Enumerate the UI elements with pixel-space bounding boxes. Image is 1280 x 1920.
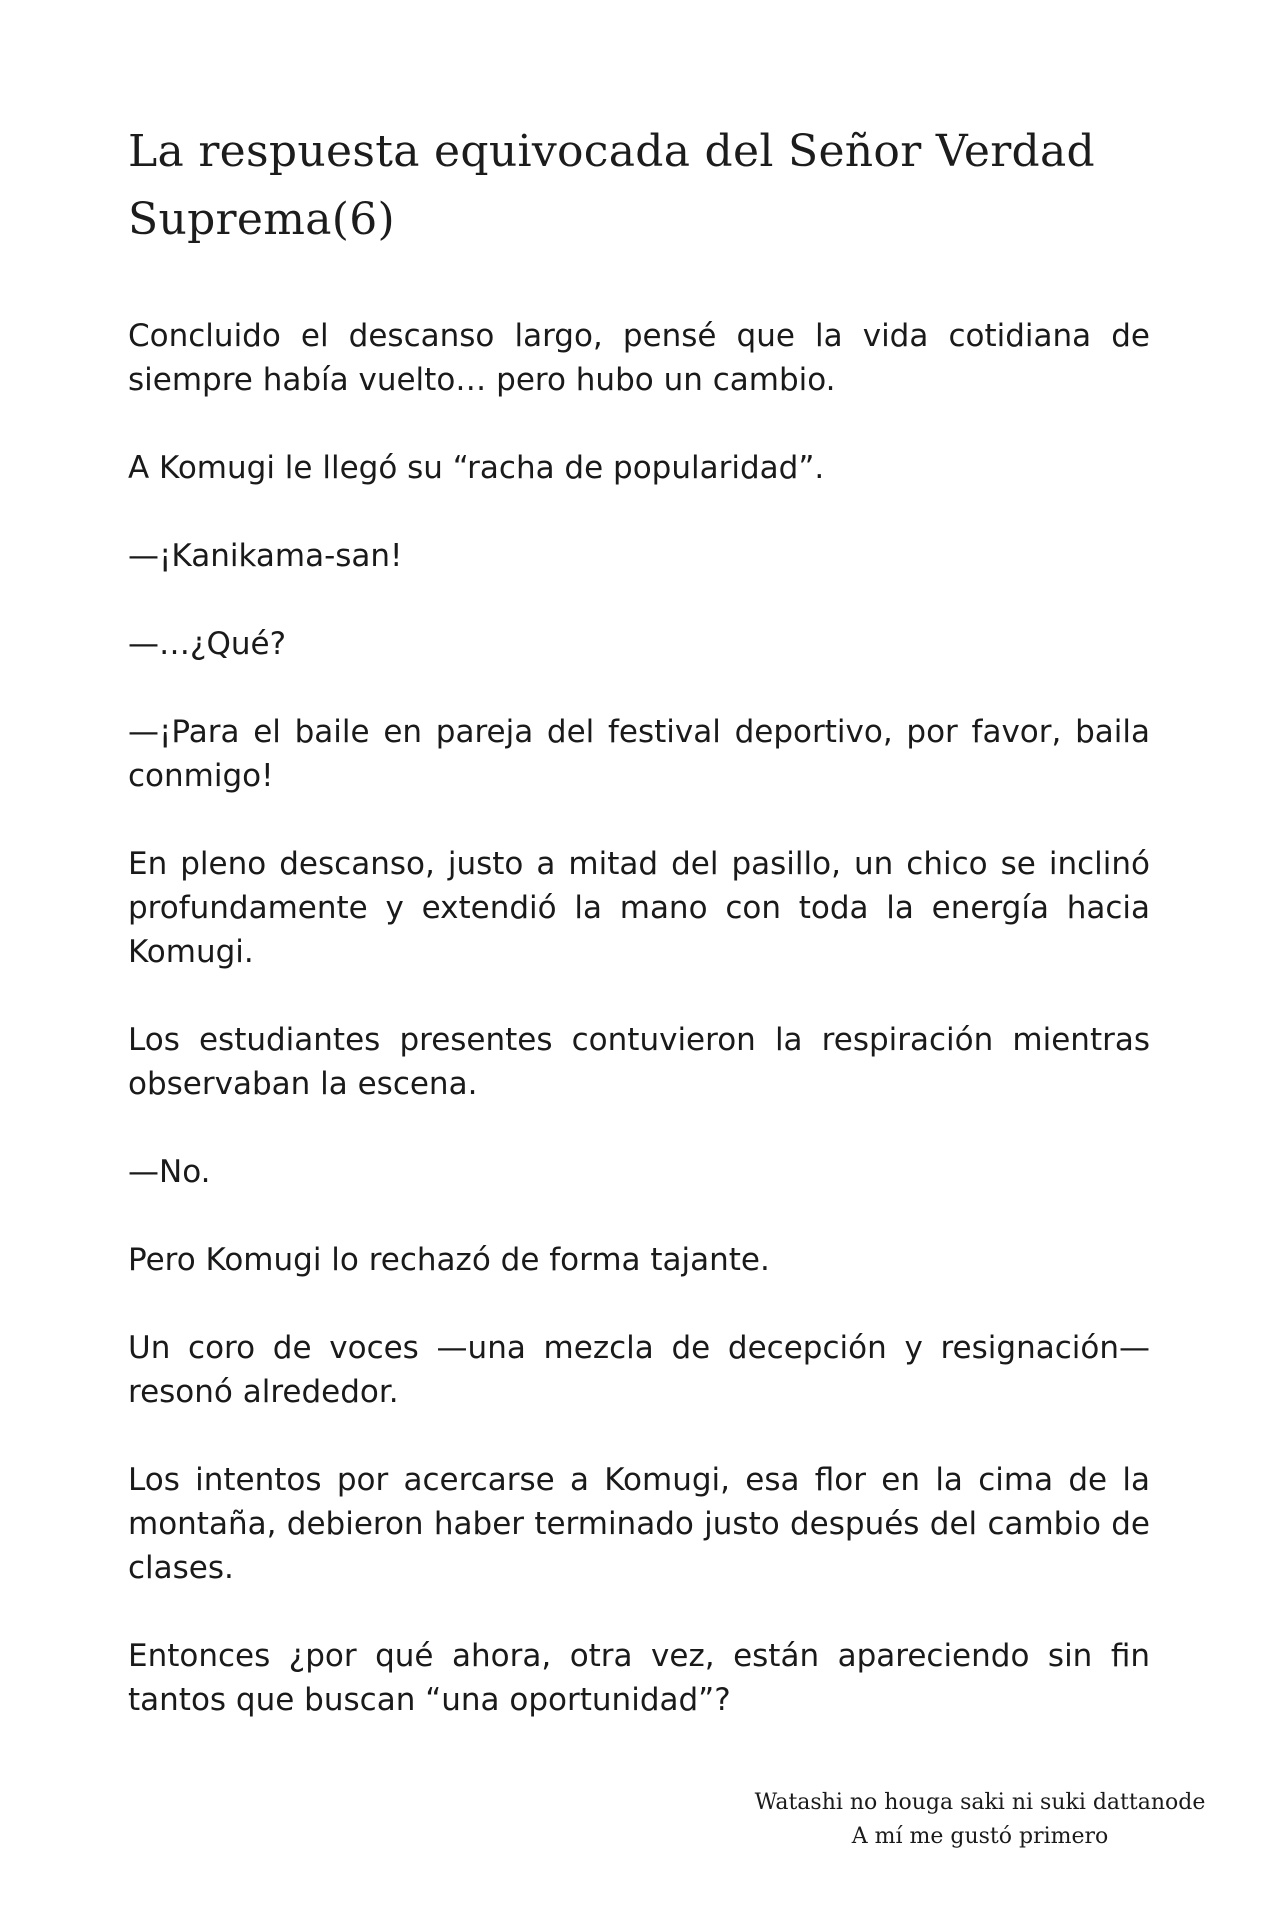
paragraph: Entonces ¿por qué ahora, otra vez, están apareciendo sin fin tantos que buscan “una oportunidad”? — [128, 1638, 1150, 1718]
chapter-body — [128, 314, 1150, 1722]
chapter-title: La respuesta equivocada del Señor Verdad Suprema(6) — [128, 126, 1096, 245]
paragraph: Pero Komugi lo rechazó de forma tajante. — [128, 1242, 770, 1278]
paragraph: Los estudiantes presentes contuvieron la respiración mientras observaban la escena. — [128, 1022, 1150, 1102]
paragraph: Los intentos por acercarse a Komugi, esa flor en la cima de la montaña, debieron haber terminado justo después del cambio de clases. — [128, 1462, 1150, 1586]
footer-series-subtitle: A mí me gustó primero — [851, 1824, 1109, 1849]
paragraph: —¡Para el baile en pareja del festival deportivo, por favor, baila conmigo! — [128, 714, 1150, 794]
paragraph: A Komugi le llegó su “racha de popularidad”. — [128, 450, 825, 486]
page-footer — [740, 1786, 1220, 1854]
paragraph: —No. — [128, 1154, 211, 1190]
paragraph: Concluido el descanso largo, pensé que la vida cotidiana de siempre había vuelto… pero hubo un cambio. — [128, 318, 1150, 398]
paragraph: En pleno descanso, justo a mitad del pasillo, un chico se inclinó profundamente y extendió la mano con toda la energía hacia Komugi. — [128, 846, 1150, 970]
paragraph: —…¿Qué? — [128, 626, 287, 662]
paragraph: Un coro de voces —una mezcla de decepción y resignación— resonó alrededor. — [128, 1330, 1150, 1410]
document-page — [128, 118, 1150, 1766]
footer-series-title: Watashi no houga saki ni suki dattanode — [754, 1790, 1206, 1815]
paragraph: —¡Kanikama-san! — [128, 538, 403, 574]
